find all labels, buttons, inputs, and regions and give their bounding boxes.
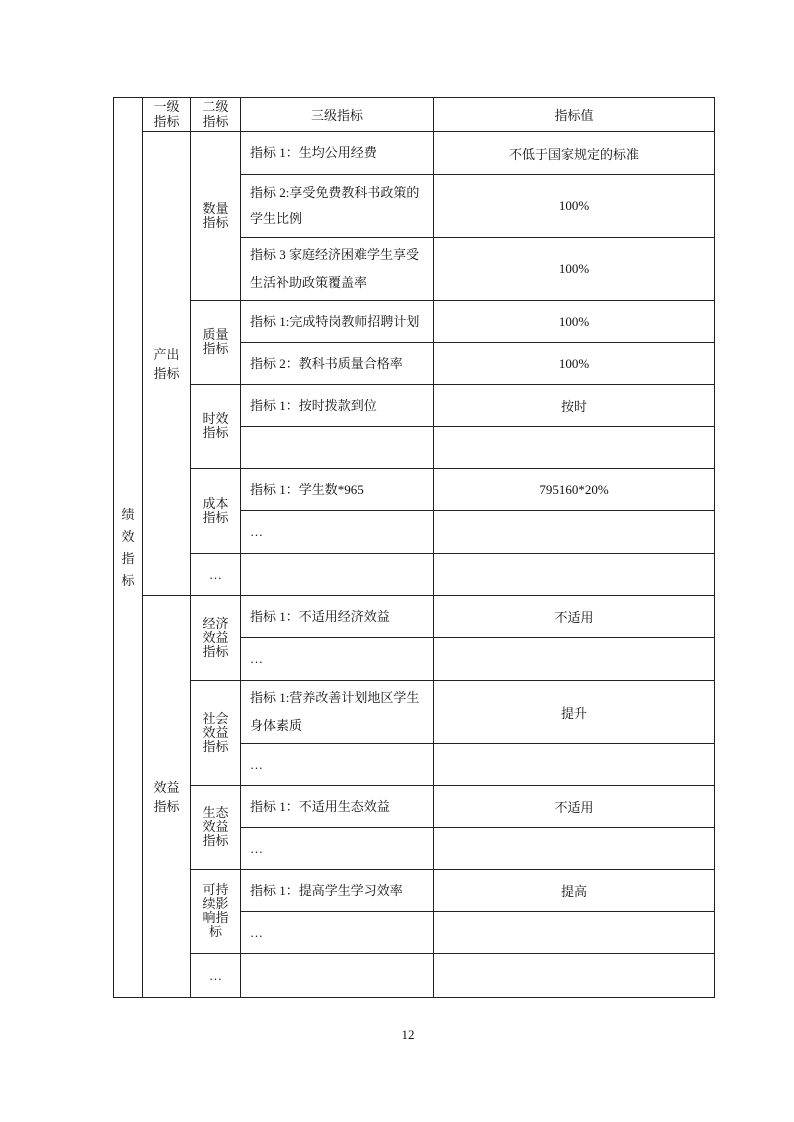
header-level1-cell [143, 98, 191, 132]
header-row [114, 98, 715, 132]
sub-benefit-more: … [191, 954, 241, 998]
table-row [114, 954, 715, 998]
indicator-value-empty [434, 744, 715, 786]
indicator-value: 100% [434, 175, 715, 238]
indicator-value-empty [434, 828, 715, 870]
performance-indicator-table [113, 97, 715, 998]
indicator-value: 100% [434, 343, 715, 385]
table-row [114, 301, 715, 343]
sub-timeliness-cell [191, 385, 241, 469]
sub-ecological-label: 生态效益指标 [202, 805, 229, 848]
indicator-value: 按时 [434, 385, 715, 427]
indicator-value: 提高 [434, 870, 715, 912]
sub-social-label: 社会效益指标 [202, 710, 229, 754]
header-level2: 二级指标 [202, 99, 229, 129]
indicator-name: … [241, 744, 434, 786]
group-benefit-cell [143, 596, 191, 998]
table-row [114, 385, 715, 427]
indicator-value: 100% [434, 301, 715, 343]
indicator-name: 指标 2：教科书质量合格率 [241, 343, 434, 385]
header-value: 指标值 [434, 98, 715, 132]
table-row [114, 870, 715, 912]
indicator-name: 指标 1:完成特岗教师招聘计划 [241, 301, 434, 343]
table-row [114, 132, 715, 175]
indicator-value: 不低于国家规定的标准 [434, 132, 715, 175]
indicator-name: 指标 1：不适用经济效益 [241, 596, 434, 638]
indicator-name-empty [241, 954, 434, 998]
indicator-name-empty [241, 427, 434, 469]
indicator-name: 指标 1:营养改善计划地区学生 身体素质 [241, 681, 434, 744]
indicator-value-empty [434, 912, 715, 954]
sub-output-more: … [191, 554, 241, 596]
indicator-name: … [241, 828, 434, 870]
group-benefit-label: 效益指标 [153, 779, 180, 814]
indicator-name: 指标 1：不适用生态效益 [241, 786, 434, 828]
group-output-label: 产出指标 [153, 346, 180, 381]
header-level3: 三级指标 [241, 98, 434, 132]
sub-quantity-label: 数量指标 [202, 200, 229, 230]
indicator-value: 不适用 [434, 596, 715, 638]
indicator-value: 795160*20% [434, 469, 715, 511]
sub-economic-cell [191, 596, 241, 681]
indicator-name: 指标 3 家庭经济困难学生享受 生活补助政策覆盖率 [241, 238, 434, 301]
table-row [114, 596, 715, 638]
sub-cost-cell [191, 469, 241, 554]
table-row [114, 469, 715, 511]
indicator-name: … [241, 912, 434, 954]
indicator-value-empty [434, 638, 715, 681]
indicator-name: 指标 1：按时拨款到位 [241, 385, 434, 427]
group-output-cell [143, 132, 191, 596]
sub-cost-label: 成本指标 [202, 495, 229, 525]
sub-quantity-cell [191, 132, 241, 301]
indicator-value: 不适用 [434, 786, 715, 828]
sub-timeliness-label: 时效指标 [202, 411, 229, 440]
indicator-value-empty [434, 427, 715, 469]
indicator-value-empty [434, 954, 715, 998]
indicator-name: 指标 1：提高学生学习效率 [241, 870, 434, 912]
indicator-value-empty [434, 511, 715, 554]
indicator-name: 指标 1：生均公用经费 [241, 132, 434, 175]
sub-sustainable-label: 可持续影响指标 [202, 882, 229, 939]
indicator-value-empty [434, 554, 715, 596]
indicator-value: 提升 [434, 681, 715, 744]
page-number: 12 [401, 1027, 415, 1042]
sub-quality-cell [191, 301, 241, 385]
indicator-name: … [241, 511, 434, 554]
table-row [114, 554, 715, 596]
indicator-name: 指标 2:享受免费教科书政策的 学生比例 [241, 175, 434, 238]
table-row [114, 786, 715, 828]
side-label: 绩效指标 [121, 506, 135, 588]
header-level2-cell [191, 98, 241, 132]
side-label-cell [114, 98, 143, 998]
indicator-name: 指标 1：学生数*965 [241, 469, 434, 511]
indicator-value: 100% [434, 238, 715, 301]
sub-economic-label: 经济效益指标 [202, 615, 229, 659]
header-level1: 一级指标 [153, 99, 180, 129]
indicator-name: … [241, 638, 434, 681]
sub-quality-label: 质量指标 [202, 327, 229, 356]
sub-social-cell [191, 681, 241, 786]
indicator-name-empty [241, 554, 434, 596]
sub-ecological-cell [191, 786, 241, 870]
sub-sustainable-cell [191, 870, 241, 954]
table-row [114, 681, 715, 744]
